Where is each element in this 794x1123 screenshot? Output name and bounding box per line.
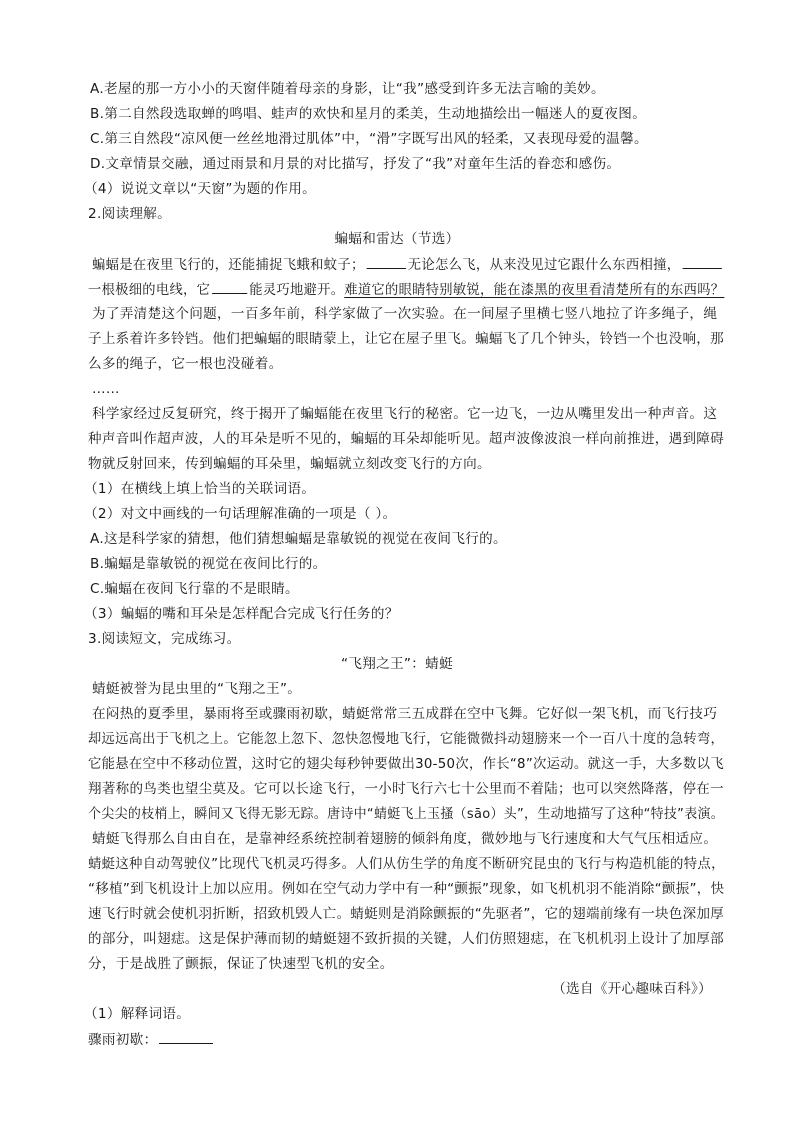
q2-option-a: A.这是科学家的猜想，他们猜想蝙蝠是靠敏锐的视觉在夜间飞行的。 [90, 531, 507, 547]
q2-heading: 2.阅读理解。 [88, 206, 172, 222]
q2-sub1: （1）在横线上填上恰当的关联词语。 [84, 481, 316, 497]
blank-2[interactable] [682, 254, 721, 269]
q2-p1-text-c: 一根极细的电线，它 [88, 282, 211, 298]
q2-option-b: B.蝙蝠是靠敏锐的视觉在夜间比行的。 [90, 556, 327, 572]
option-d: D.文章情景交融，通过雨景和月景的对比描写，抒发了“我”对童年生活的眷恋和感伤。 [90, 156, 621, 172]
q2-p1-text-d: 能灵巧地避开。 [249, 282, 345, 298]
q3-p3-line6: 分，于是战胜了颤振，保证了快速型飞机的安全。 [88, 956, 394, 972]
q2-sub2: （2）对文中画线的一句话理解准确的一项是（ ）。 [84, 506, 397, 522]
q3-p2-line2: 却远远高出于飞机之上。它能忽上忽下、忽快忽慢地飞行，它能微微抖动翅膀来一个一百八十度的急转弯， [88, 731, 725, 747]
q2-p3-line3: 物就反射回来，传到蝙蝠的耳朵里，蝙蝠就立刻改变飞行的方向。 [88, 456, 491, 472]
q3-p2-line4: 翔著称的鸟类也望尘莫及。它可以长途飞行，一小时飞行六七十公里而不着陆；也可以突然降落，停在一 [88, 781, 724, 797]
blank-3[interactable] [212, 279, 247, 294]
q2-p2-line3: 么多的绳子，它一根也没碰着。 [88, 356, 283, 372]
q3-source: （选自《开心趣味百科》） [552, 981, 712, 997]
q2-passage-title: 蝙蝠和雷达（节选） [334, 231, 460, 247]
answer-blank-word1[interactable] [159, 1029, 213, 1044]
q3-p3-line4: 速飞行时就会使机羽折断，招致机毁人亡。蜻蜓则是消除颤振的“先驱者”，它的翅端前缘有一块色深加厚 [88, 906, 725, 922]
q3-word1-line [88, 1029, 215, 1050]
q3-p3-line2: 蜻蜓这种自动驾驶仪”比现代飞机灵巧得多。人们从仿生学的角度不断研究昆虫的飞行与构造机能的特点， [88, 856, 725, 872]
option-a: A.老屋的那一方小小的天窗伴随着母亲的身影，让“我”感受到许多无法言喻的美妙。 [90, 81, 605, 97]
q3-word1-label: 骤雨初歇： [88, 1032, 158, 1048]
q3-p2-line3: 它能悬在空中不移动位置，这时它的翅尖每秒钟要做出30-50次，作长“8”次运动。就这一手，大多数以飞 [88, 756, 724, 772]
q2-p1-line1 [92, 254, 724, 275]
q2-p1-text-b: 无论怎么飞，从来没见过它跟什么东西相撞， [407, 257, 681, 273]
q2-p1-text-a: 蝙蝠是在夜里飞行的，还能捕捉飞蛾和蚊子； [92, 257, 365, 273]
question-4: （4）说说文章以“天窗”为题的作用。 [84, 181, 317, 197]
q3-p3-line5: 的部分，叫翅痣。这是保护薄而韧的蜻蜓翅不致折损的关键，人们仿照翅痣，在飞机机羽上设计了加厚部 [88, 931, 724, 947]
q3-p3-line3: “移植”到飞机设计上加以应用。例如在空气动力学中有一种“颤振”现象，如飞机机羽不能消除“颤振”，快 [88, 881, 725, 897]
option-b: B.第二自然段选取蝉的鸣唱、蛙声的欢快和星月的柔美，生动地描绘出一幅迷人的夏夜图。 [90, 106, 647, 122]
q3-sub1: （1）解释词语。 [84, 1006, 191, 1022]
q2-p2-line1: 为了弄清楚这个问题，一百多年前，科学家做了一次实验。在一间屋子里横七竖八地拉了许多绳子，绳 [92, 306, 718, 322]
q3-passage-title: “飞翔之王”：蜻蜓 [341, 656, 453, 672]
q2-option-c: C.蝙蝠在夜间飞行靠的不是眼睛。 [90, 581, 299, 597]
q2-p3-line2: 种声音叫作超声波，人的耳朵是听不见的，蝙蝠的耳朵却能听见。超声波像波浪一样向前推进，遇到障碍 [88, 431, 724, 447]
q3-p2-line5: 个尖尖的枝梢上，瞬间又飞得无影无踪。唐诗中“蜻蜓飞上玉搔（sāo）头”，生动地描写了这种“特技”表演。 [88, 806, 725, 822]
option-c: C.第三自然段“凉风便一丝丝地滑过肌体”中，“滑”字既写出风的轻柔，又表现母爱的温馨。 [90, 131, 648, 147]
q2-sub3: （3）蝙蝠的嘴和耳朵是怎样配合完成飞行任务的？ [84, 606, 399, 622]
q3-p1: 蜻蜓被誉为昆虫里的“飞翔之王”。 [92, 681, 302, 697]
q2-underlined-sentence: 难道它的眼睛特别敏锐，能在漆黑的夜里看清楚所有的东西吗？ [344, 282, 725, 298]
q2-p2-line2: 子上系着许多铃铛。他们把蝙蝠的眼睛蒙上，让它在屋子里飞。蝙蝠飞了几个钟头，铃铛一个也没响，那 [88, 331, 724, 347]
q2-p1-line2 [88, 279, 724, 300]
q2-ellipsis: …… [92, 381, 120, 397]
q3-heading: 3.阅读短文，完成练习。 [88, 631, 241, 647]
q2-p3-line1: 科学家经过反复研究，终于揭开了蝙蝠能在夜里飞行的秘密。它一边飞，一边从嘴里发出一种声音。这 [92, 406, 718, 422]
q3-p3-line1: 蜻蜓飞得那么自由自在，是靠神经系统控制着翅膀的倾斜角度，微妙地与飞行速度和大气气压相适应。 [92, 831, 718, 847]
q3-p2-line1: 在闷热的夏季里，暴雨将至或骤雨初歇，蜻蜓常常三五成群在空中飞舞。它好似一架飞机，而飞行技巧 [92, 706, 718, 722]
blank-1[interactable] [367, 254, 406, 269]
